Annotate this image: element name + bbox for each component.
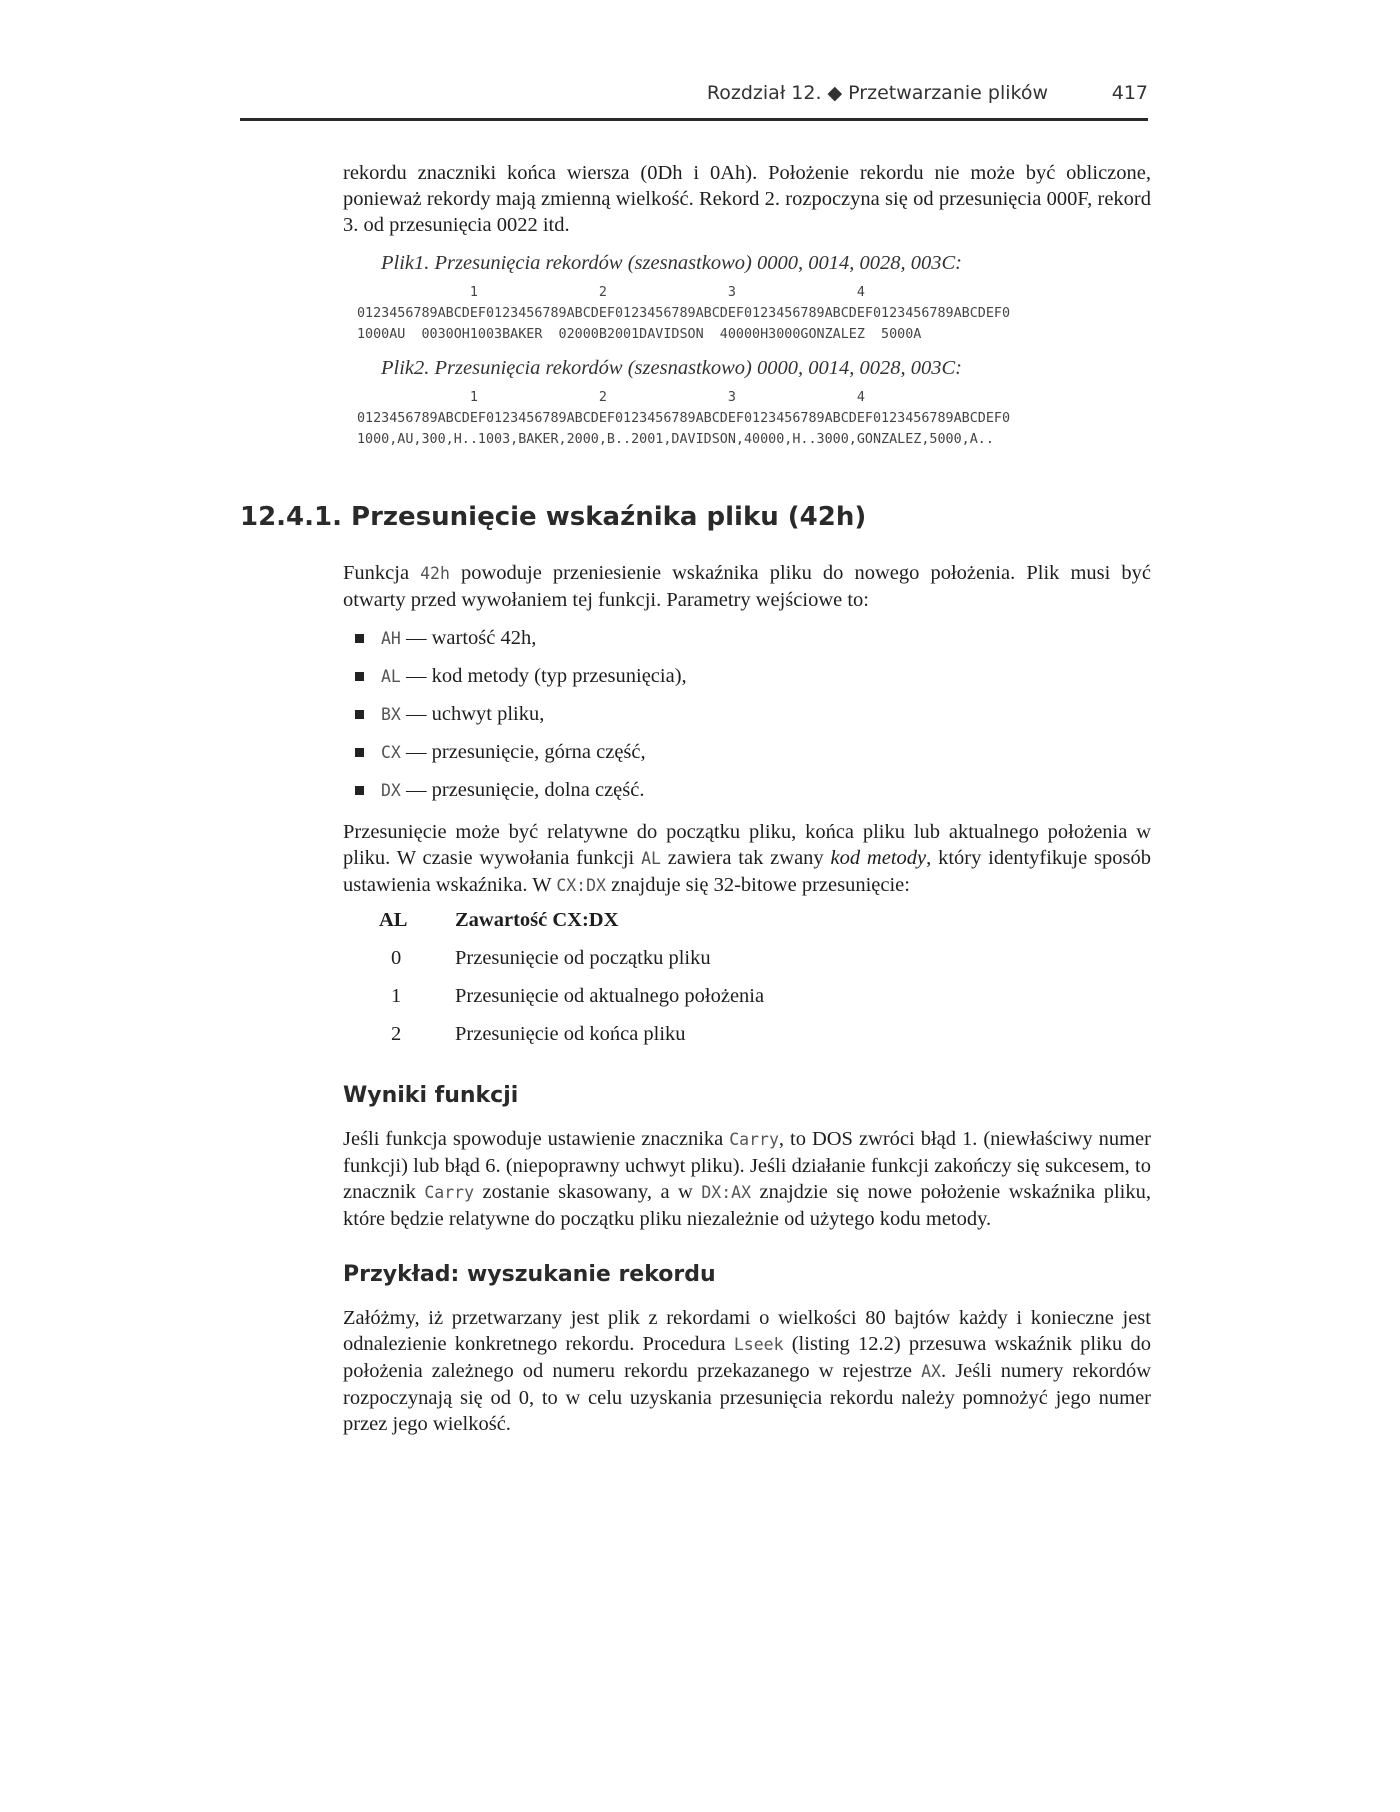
- results-text-1: Jeśli funkcja spowoduje ustawienie znacznika: [343, 1128, 730, 1150]
- parameter-item: [343, 625, 1151, 663]
- top-content: [343, 160, 1151, 450]
- file2-offsets: 0123456789ABCDEF0123456789ABCDEF0123456789ABCDEF0123456789ABCDEF0123456789ABCDEF0: [357, 411, 1011, 426]
- register-name: DX: [381, 781, 401, 800]
- parameter-item: [343, 663, 1151, 701]
- results-text-2: , to DOS zwróci błąd 1. (niewłaściwy numer funkcji) lub błąd 6. (niepoprawny uchwyt pliku). Jeśli działanie funkcji zakończy się sukcesem, to znacznik: [343, 1128, 1151, 1203]
- emphasis-text: kod metody: [830, 847, 927, 869]
- bullet-square-icon: [355, 786, 364, 795]
- register-name: AH: [381, 629, 401, 648]
- para1-text-end: powoduje przeniesienie wskaźnika pliku do nowego położenia. Plik musi być otwarty przed wywołaniem tej funkcji. Parametry wejściowe to:: [343, 562, 1151, 611]
- method-codes-table: [379, 909, 764, 1061]
- bullet-square-icon: [355, 672, 364, 681]
- file1-records: 1000AU 0030OH1003BAKER 02000B2001DAVIDSON 40000H3000GONZALEZ 5000A: [357, 327, 922, 342]
- function-code: 42h: [420, 564, 450, 583]
- example-text-2: (listing 12.2) przesuwa wskaźnik pliku do położenia zależnego od numeru rekordu przekazanego w rejestrze: [343, 1333, 1151, 1382]
- register-name: AL: [381, 667, 401, 686]
- para2-text-3: , który identyfikuje sposób ustawienia wskaźnika. W: [343, 847, 1151, 896]
- results-paragraph: [343, 1126, 1151, 1232]
- table-row: [379, 947, 764, 985]
- para2-text-4: znajduje się 32-bitowe przesunięcie:: [605, 874, 910, 896]
- section-title: 12.4.1. Przesunięcie wskaźnika pliku (42h): [240, 502, 867, 532]
- inline-code: DX:AX: [701, 1183, 752, 1202]
- table-header-row: [379, 909, 764, 947]
- function-description: [343, 560, 1151, 613]
- page-header: [240, 82, 1148, 121]
- page-number: 417: [1111, 82, 1148, 104]
- file1-offsets: 0123456789ABCDEF0123456789ABCDEF0123456789ABCDEF0123456789ABCDEF0123456789ABCDEF0: [357, 306, 1011, 321]
- results-text-3: zostanie skasowany, a w: [474, 1181, 702, 1203]
- column-header: Zawartość CX:DX: [455, 909, 619, 931]
- parameter-item: [343, 701, 1151, 739]
- parameter-item: [343, 739, 1151, 777]
- method-description-cell: Przesunięcie od aktualnego położenia: [455, 985, 765, 1007]
- bullet-square-icon: [355, 710, 364, 719]
- register-name: BX: [381, 705, 401, 724]
- results-text-4: znajdzie się nowe położenie wskaźnika pliku, które będzie relatywne do początku pliku niezależnie od użytego kodu metody.: [343, 1181, 1151, 1230]
- method-description-cell: Przesunięcie od końca pliku: [455, 1023, 686, 1045]
- file2-records: 1000,AU,300,H..1003,BAKER,2000,B..2001,DAVIDSON,40000,H..3000,GONZALEZ,5000,A..: [357, 432, 994, 447]
- inline-code: AX: [921, 1362, 941, 1381]
- method-code-cell: 1: [391, 985, 402, 1007]
- section-content: [343, 560, 1151, 1437]
- register-name: CX: [381, 743, 401, 762]
- inline-code: CX:DX: [556, 876, 606, 895]
- parameter-item: [343, 777, 1151, 815]
- para2-text-2: zawiera tak zwany: [660, 847, 831, 869]
- method-code-cell: 0: [391, 947, 402, 969]
- parameter-list: [343, 625, 1151, 815]
- parameter-description: — przesunięcie, górna część,: [400, 741, 646, 763]
- parameter-description: — kod metody (typ przesunięcia),: [400, 665, 687, 687]
- file2-caption: Plik2. Przesunięcia rekordów (szesnastkowo) 0000, 0014, 0028, 003C:: [381, 357, 962, 379]
- parameter-description: — przesunięcie, dolna część.: [400, 779, 645, 801]
- inline-code: AL: [641, 849, 661, 868]
- inline-code: Carry: [729, 1130, 779, 1149]
- inline-code: Lseek: [733, 1335, 784, 1354]
- example-text-3: . Jeśli numery rekordów rozpoczynają się od 0, to w celu uzyskania przesunięcia rekordu należy pomnożyć jego numer przez jego wielkość.: [343, 1360, 1151, 1435]
- method-description-cell: Przesunięcie od początku pliku: [455, 947, 711, 969]
- results-heading: Wyniki funkcji: [343, 1083, 519, 1108]
- parameter-description: — wartość 42h,: [400, 627, 537, 649]
- example-paragraph: [343, 1305, 1151, 1437]
- column-header: AL: [379, 909, 408, 931]
- parameter-description: — uchwyt pliku,: [400, 703, 545, 725]
- para2-text-1: Przesunięcie może być relatywne do początku pliku, końca pliku lub aktualnego położenia w pliku. W czasie wywołania funkcji: [343, 821, 1151, 869]
- file1-ruler: 1 2 3 4: [357, 285, 865, 300]
- running-head: Rozdział 12. ◆ Przetwarzanie plików: [706, 82, 1048, 104]
- example-heading: Przykład: wyszukanie rekordu: [343, 1262, 716, 1287]
- bullet-square-icon: [355, 634, 364, 643]
- file1-caption: Plik1. Przesunięcia rekordów (szesnastkowo) 0000, 0014, 0028, 003C:: [381, 252, 962, 274]
- inline-code: Carry: [424, 1183, 475, 1202]
- table-row: [379, 1023, 764, 1061]
- bullet-square-icon: [355, 748, 364, 757]
- offset-description: [343, 819, 1151, 899]
- file2-ruler: 1 2 3 4: [357, 390, 865, 405]
- table-row: [379, 985, 764, 1023]
- intro-paragraph: rekordu znaczniki końca wiersza (0Dh i 0Ah). Położenie rekordu nie może być obliczone, ponieważ rekordy mają zmienną wielkość. Rekord 2. rozpoczyna się od przesunięcia 000F, rekord 3. od przesunięcia 0022 itd.: [343, 162, 1151, 236]
- example-text-1: Załóżmy, iż przetwarzany jest plik z rekordami o wielkości 80 bajtów każdy i konieczne jest odnalezienie konkretnego rekordu. Procedura: [343, 1307, 1151, 1355]
- method-code-cell: 2: [391, 1023, 402, 1045]
- para1-text-start: Funkcja: [343, 562, 421, 584]
